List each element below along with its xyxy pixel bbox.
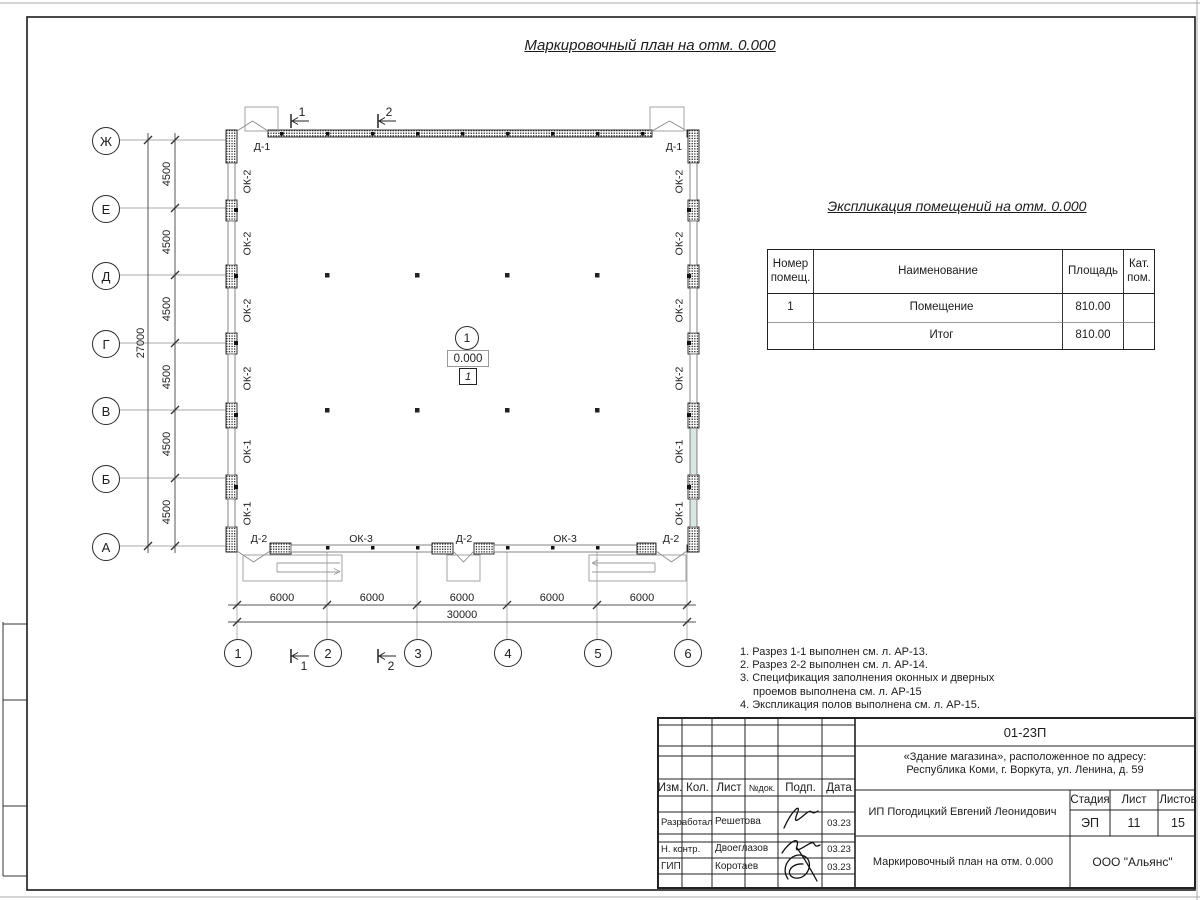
stamp-doc-number: 01-23П — [1003, 724, 1047, 740]
stamp-list-value: 11 — [1127, 815, 1141, 830]
stamp-role: ГИП — [661, 861, 681, 872]
explication-cell: 810.00 — [1063, 323, 1124, 349]
dim-total-label: 27000 — [135, 327, 147, 359]
dim-label: 6000 — [539, 592, 565, 604]
section-cut-label: 1 — [298, 104, 306, 119]
dim-label: 6000 — [629, 592, 655, 604]
room-floor-box: 1 — [459, 368, 477, 385]
note-line: 2. Разрез 2-2 выполнен см. л. АР-14. — [740, 659, 928, 672]
dim-label: 4500 — [161, 364, 173, 390]
window-mark: ОК-1 — [673, 439, 685, 464]
window-mark: ОК-2 — [673, 169, 685, 194]
stamp-client: ИП Погодицкий Евгений Леонидович — [868, 806, 1057, 819]
axis-col-bubble: 4 — [494, 639, 522, 667]
axis-lines — [118, 140, 687, 639]
explication-cell — [1124, 294, 1154, 323]
window-mark: ОК-2 — [241, 169, 253, 194]
stamp-role: Разработал — [661, 817, 713, 828]
dim-label: 6000 — [269, 592, 295, 604]
explication-cell — [1124, 323, 1154, 349]
stamp-col-header: Подп. — [785, 781, 816, 794]
door-mark: Д-2 — [455, 533, 473, 545]
stamp-date: 03.23 — [827, 817, 851, 829]
notes-list — [740, 646, 994, 712]
dim-label: 4500 — [161, 296, 173, 322]
stamp-col-header: №док. — [748, 783, 776, 793]
axis-row-bubble: Д — [92, 262, 120, 290]
section-cut-label: 2 — [387, 658, 395, 673]
stamp-stage-value: ЭП — [1081, 815, 1099, 830]
stamp-name: Решетова — [715, 816, 761, 827]
stamp-name: Двоеглазов — [715, 843, 769, 854]
dim-total-label: 30000 — [446, 609, 478, 621]
axis-col-bubble: 5 — [584, 639, 612, 667]
window-mark: ОК-2 — [673, 298, 685, 323]
room-level-box: 0.000 — [447, 350, 489, 367]
explication-cell — [768, 323, 814, 349]
axis-col-bubble: 3 — [404, 639, 432, 667]
window-mark: ОК-2 — [241, 366, 253, 391]
dim-label: 4500 — [161, 229, 173, 255]
dim-label: 4500 — [161, 161, 173, 187]
sheet-title: Маркировочный план на отм. 0.000 — [524, 36, 776, 54]
axis-row-bubble: Б — [92, 465, 120, 493]
explication-col-header: Кат. пом. — [1124, 250, 1154, 294]
door-mark: Д-1 — [253, 141, 271, 153]
stamp-stage-header: Стадия — [1070, 794, 1110, 806]
stamp-company: ООО "Альянс" — [1092, 855, 1173, 869]
axis-col-bubble: 1 — [224, 639, 252, 667]
stamp-listov-header: Листов — [1159, 794, 1197, 806]
door-mark: Д-1 — [665, 141, 683, 153]
note-line: 3. Спецификация заполнения оконных и дверных — [740, 672, 995, 685]
stamp-col-header: Лист — [716, 781, 742, 794]
explication-col-header: Наименование — [814, 250, 1063, 294]
stamp-col-header: Кол. — [686, 781, 709, 794]
window-mark: ОК-2 — [241, 298, 253, 323]
axis-row-bubble: В — [92, 397, 120, 425]
dim-label: 6000 — [359, 592, 385, 604]
window-mark: ОК-1 — [673, 501, 685, 526]
explication-cell: 810.00 — [1063, 294, 1124, 323]
stamp-name: Коротаев — [715, 861, 759, 872]
explication-cell: Помещение — [814, 294, 1063, 323]
dim-label: 4500 — [161, 499, 173, 525]
stamp-object-line: «Здание магазина», расположенное по адресу: — [903, 750, 1147, 763]
side-stamp-grid — [3, 622, 27, 876]
window-mark: ОК-2 — [673, 231, 685, 256]
axis-col-bubble: 2 — [314, 639, 342, 667]
window-mark: ОК-3 — [553, 533, 577, 545]
door-mark: Д-2 — [662, 533, 680, 545]
explication-col-header: Номер помещ. — [768, 250, 814, 294]
explication-title: Экспликация помещений на отм. 0.000 — [827, 197, 1087, 214]
explication-col-header: Площадь — [1063, 250, 1124, 294]
room-number-bubble: 1 — [455, 326, 479, 350]
explication-table — [767, 249, 1155, 350]
window-mark: ОК-2 — [241, 231, 253, 256]
stamp-list-header: Лист — [1121, 794, 1147, 806]
note-line: 4. Экспликация полов выполнена см. л. АР-15. — [740, 698, 980, 711]
window-mark: ОК-2 — [673, 366, 685, 391]
signature-marks — [782, 808, 820, 881]
axis-row-bubble: А — [92, 533, 120, 561]
window-mark: ОК-1 — [241, 439, 253, 464]
stamp-col-header: Дата — [826, 781, 852, 794]
stamp-object-line: Республика Коми, г. Воркута, ул. Ленина, д. 59 — [906, 763, 1144, 776]
section-cut-label: 1 — [300, 658, 308, 673]
window-mark: ОК-3 — [349, 533, 373, 545]
explication-cell: Итог — [814, 323, 1063, 349]
axis-col-bubble: 6 — [674, 639, 702, 667]
door-mark: Д-2 — [250, 533, 268, 545]
window-mark: ОК-1 — [241, 501, 253, 526]
explication-cell: 1 — [768, 294, 814, 323]
note-line: проемов выполнена см. л. АР-15 — [753, 685, 922, 698]
stamp-listov-value: 15 — [1171, 815, 1185, 830]
dim-label: 6000 — [449, 592, 475, 604]
stamp-sheet-name: Маркировочный план на отм. 0.000 — [872, 856, 1054, 868]
stamp-role: Н. контр. — [661, 844, 701, 855]
stamp-col-header: Изм. — [657, 781, 683, 794]
section-cut-label: 2 — [385, 104, 393, 119]
axis-row-bubble: Е — [92, 195, 120, 223]
axis-row-bubble: Г — [92, 330, 120, 358]
note-line: 1. Разрез 1-1 выполнен см. л. АР-13. — [740, 646, 928, 658]
stamp-date: 03.23 — [827, 861, 851, 873]
axis-row-bubble: Ж — [92, 127, 120, 155]
stamp-date: 03.23 — [827, 843, 851, 855]
dim-label: 4500 — [161, 431, 173, 457]
